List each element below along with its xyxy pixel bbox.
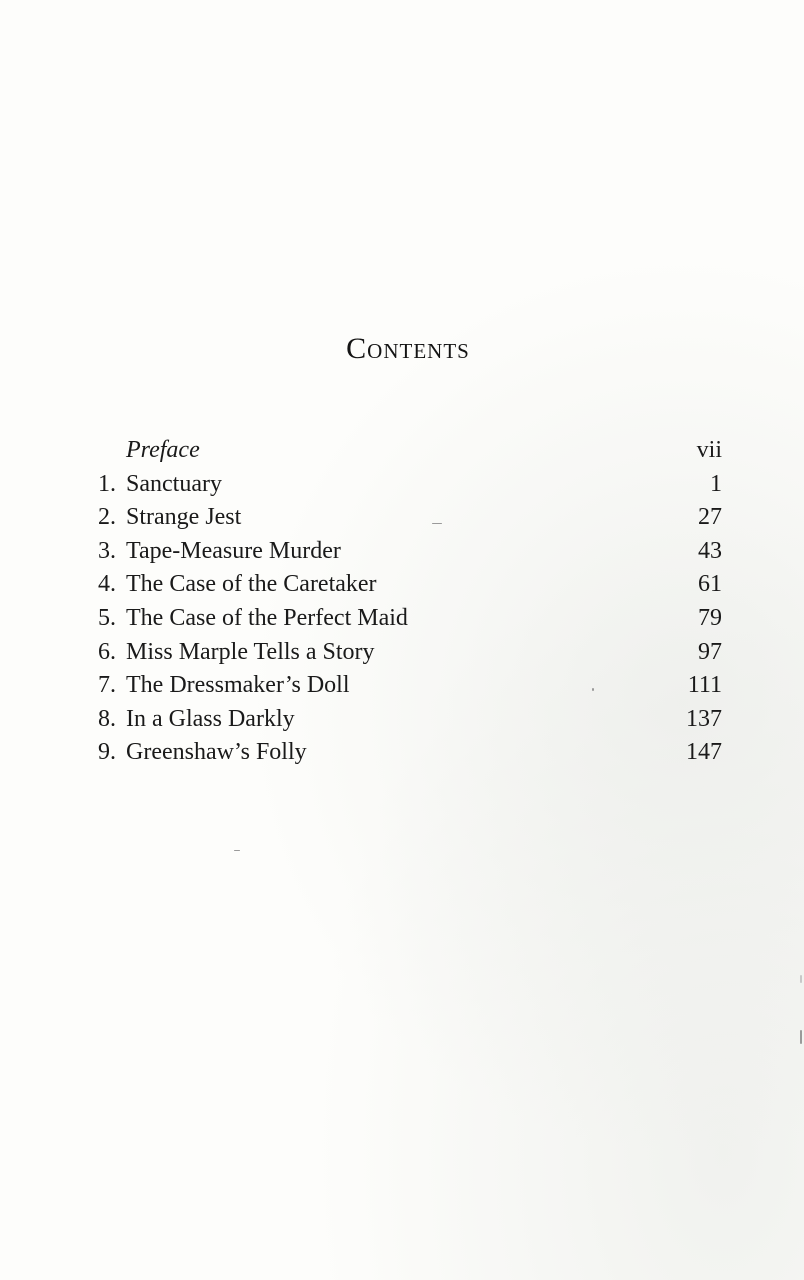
toc-entry[interactable] — [98, 602, 722, 636]
entry-title: Tape-Measure Murder — [126, 537, 341, 564]
entry-number: 9. — [98, 739, 116, 766]
entry-title: Greenshaw’s Folly — [126, 739, 307, 766]
entry-title: Strange Jest — [126, 504, 242, 531]
entry-page-number: 97 — [698, 638, 722, 665]
toc-entry[interactable] — [98, 568, 722, 602]
print-speck — [234, 850, 240, 851]
entry-title: The Case of the Caretaker — [126, 571, 377, 598]
entry-number: 7. — [98, 672, 116, 699]
entry-number: 1. — [98, 470, 116, 497]
entry-page-number: 137 — [686, 705, 722, 732]
toc-entry-preface[interactable] — [98, 434, 722, 468]
toc-entry[interactable] — [98, 501, 722, 535]
entry-page-number: 79 — [698, 604, 722, 631]
toc-entry[interactable] — [98, 636, 722, 670]
entry-title: Sanctuary — [126, 470, 222, 497]
entry-title: Preface — [126, 437, 200, 463]
entry-page-number: 43 — [698, 537, 722, 564]
entry-number: 2. — [98, 504, 116, 531]
entry-title: Miss Marple Tells a Story — [126, 638, 375, 665]
entry-page-number: 147 — [686, 739, 722, 766]
print-speck — [800, 1030, 802, 1044]
entry-page-number: vii — [696, 437, 722, 463]
print-speck — [800, 975, 802, 983]
entry-title: In a Glass Darkly — [126, 705, 295, 732]
entry-page-number: 111 — [687, 672, 722, 699]
entry-number: 8. — [98, 705, 116, 732]
entry-page-number: 61 — [698, 571, 722, 598]
entry-page-number: 27 — [698, 504, 722, 531]
print-speck — [592, 688, 594, 691]
table-of-contents — [98, 434, 722, 770]
entry-number: 4. — [98, 571, 116, 598]
toc-entry[interactable] — [98, 669, 722, 703]
entry-number: 3. — [98, 537, 116, 564]
entry-title: The Case of the Perfect Maid — [126, 604, 408, 631]
entry-page-number: 1 — [710, 470, 722, 497]
toc-entry[interactable] — [98, 468, 722, 502]
entry-number: 6. — [98, 638, 116, 665]
print-speck — [432, 523, 442, 524]
entry-title: The Dressmaker’s Doll — [126, 672, 350, 699]
contents-heading: Contents — [346, 332, 470, 365]
toc-entry[interactable] — [98, 535, 722, 569]
toc-entry[interactable] — [98, 736, 722, 770]
toc-entry[interactable] — [98, 703, 722, 737]
entry-number: 5. — [98, 604, 116, 631]
